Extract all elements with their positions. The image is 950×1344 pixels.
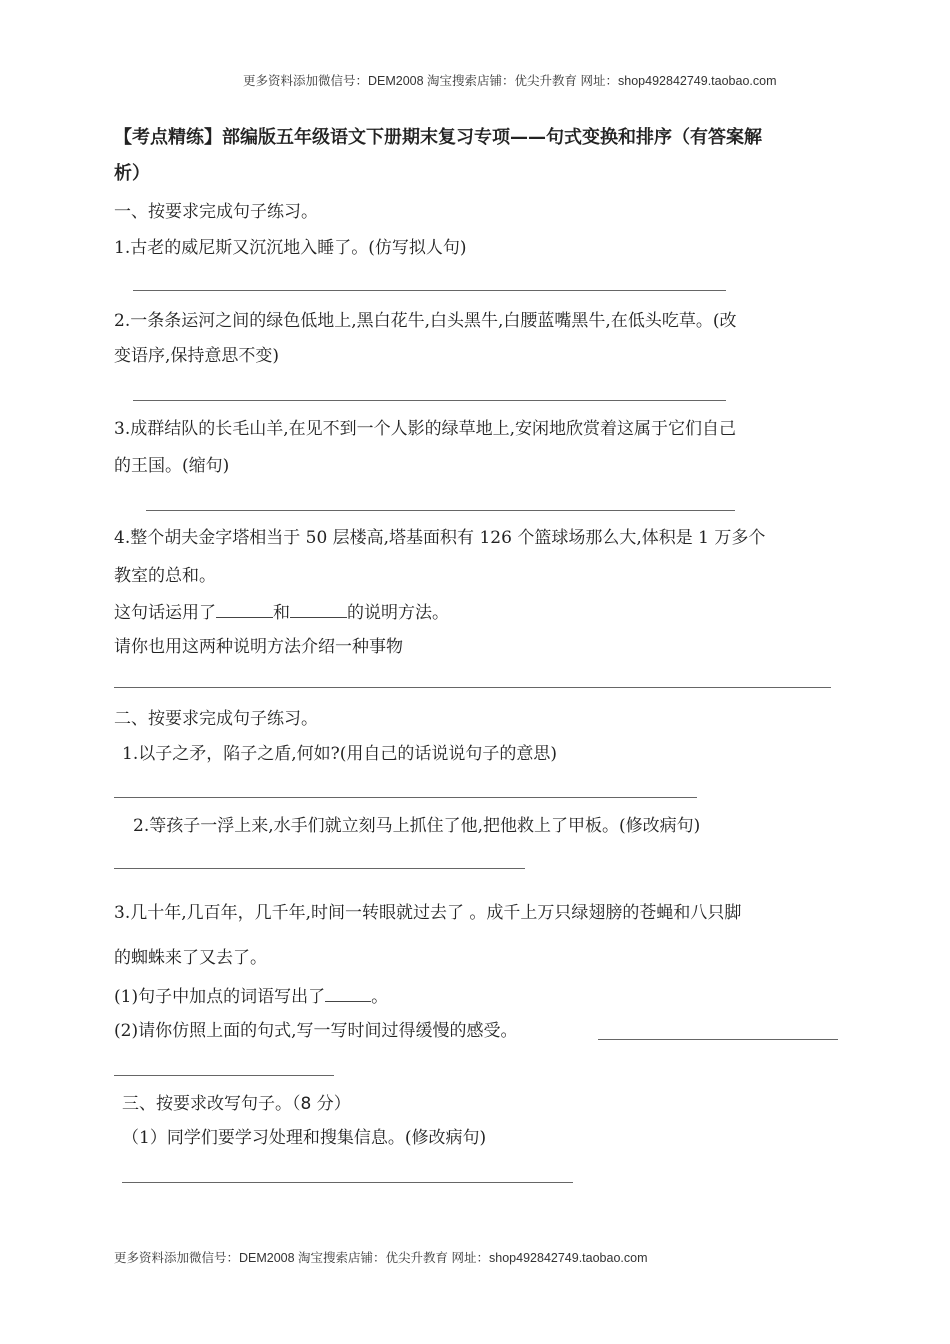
- page-footer: 更多资料添加微信号：DEM2008 淘宝搜索店铺：优尖升教育 网址：shop492842749.taobao.com: [114, 1251, 648, 1265]
- s2-question-3-line-1: 3.几十年,几百年，几千年,时间一转眼就过去了 。成千上万只绿翅膀的苍蝇和八只脚: [114, 903, 742, 923]
- sub-1-end: 。: [371, 987, 389, 1007]
- fill-text-pre: 这句话运用了: [114, 603, 216, 623]
- s2-q3-answer-line-b: [114, 1075, 334, 1076]
- page-header: 更多资料添加微信号：DEM2008 淘宝搜索店铺：优尖升教育 网址：shop492842749.taobao.com: [243, 74, 777, 88]
- section-2-heading: 二、按要求完成句子练习。: [114, 709, 318, 729]
- s1-q2-answer-line: [133, 400, 726, 401]
- s1-question-2-line-1: 2.一条条运河之间的绿色低地上,黑白花牛,白头黑牛,白腰蓝嘴黑牛,在低头吃草。(改: [114, 311, 737, 331]
- s1-question-1: 1.古老的威尼斯又沉沉地入睡了。(仿写拟人句): [114, 238, 467, 258]
- s3-question-1: （1）同学们要学习处理和搜集信息。(修改病句): [122, 1128, 487, 1148]
- s1-q4-prompt: 请你也用这两种说明方法介绍一种事物: [114, 637, 403, 657]
- s2-q3-sub-1: [114, 986, 388, 1007]
- s1-question-4-line-1: 4.整个胡夫金字塔相当于 50 层楼高,塔基面积有 126 个篮球场那么大,体积是 1 万多个: [114, 528, 766, 548]
- s1-q4-answer-line: [114, 687, 831, 688]
- s1-question-3-line-2: 的王国。(缩句): [114, 456, 230, 476]
- s1-question-3-line-1: 3.成群结队的长毛山羊,在见不到一个人影的绿草地上,安闲地欣赏着这属于它们自己: [114, 419, 737, 439]
- s1-q4-fill-sentence: [114, 602, 449, 623]
- section-1-heading: 一、按要求完成句子练习。: [114, 202, 318, 222]
- fill-text-post: 的说明方法。: [347, 603, 449, 623]
- title-line-1: 【考点精练】部编版五年级语文下册期末复习专项——句式变换和排序（有答案解: [114, 127, 762, 148]
- section-3-heading: 三、按要求改写句子。（8 分）: [122, 1094, 351, 1114]
- s1-q1-answer-line: [133, 290, 726, 291]
- s2-question-1: 1.以子之矛，陷子之盾,何如?(用自己的话说说句子的意思): [122, 744, 558, 764]
- fill-text-mid: 和: [273, 603, 290, 623]
- fill-blank-3[interactable]: [325, 986, 371, 1002]
- title-line-2: 析）: [114, 163, 150, 184]
- s1-q3-answer-line: [146, 510, 735, 511]
- s2-question-3-line-2: 的蜘蛛来了又去了。: [114, 948, 267, 968]
- s1-question-2-line-2: 变语序,保持意思不变): [114, 346, 280, 366]
- s1-question-4-line-2: 教室的总和。: [114, 566, 216, 586]
- s2-q3-sub-2: (2)请你仿照上面的句式,写一写时间过得缓慢的感受。: [114, 1021, 518, 1041]
- s2-q3-answer-line-a: [598, 1039, 838, 1040]
- s3-q1-answer-line: [122, 1182, 573, 1183]
- s2-q2-answer-line: [114, 868, 525, 869]
- sub-1-text: (1)句子中加点的词语写出了: [114, 987, 326, 1007]
- fill-blank-2[interactable]: [290, 602, 347, 618]
- fill-blank-1[interactable]: [216, 602, 273, 618]
- s2-question-2: 2.等孩子一浮上来,水手们就立刻马上抓住了他,把他救上了甲板。(修改病句): [133, 816, 701, 836]
- s2-q1-answer-line: [114, 797, 697, 798]
